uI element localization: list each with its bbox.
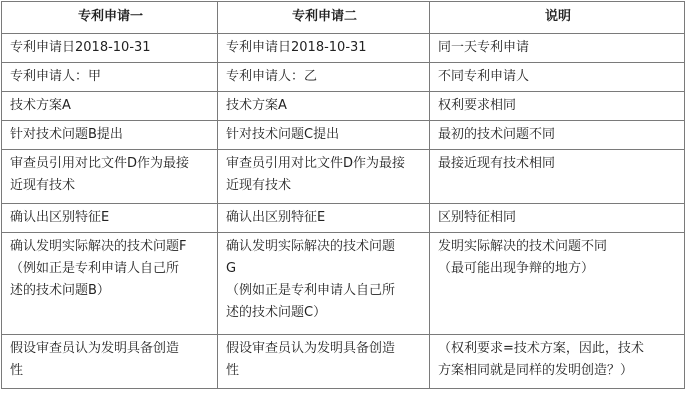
cell-text: 区别特征相同: [438, 210, 517, 225]
cell-application-one: [2, 204, 218, 233]
cell-text: 针对技术问题C提出: [226, 127, 340, 142]
cell-text: 确认发明实际解决的技术问题F: [10, 239, 187, 254]
cell-text: 确认出区别特征E: [10, 210, 110, 225]
header-application-two: 专利申请二: [218, 2, 430, 34]
cell-text: 性: [226, 363, 240, 378]
cell-text: （最可能出现争辩的地方）: [438, 261, 595, 276]
cell-application-two: [218, 233, 430, 335]
cell-text: （例如正是专利申请人自己所: [10, 261, 180, 276]
cell-application-two: [218, 121, 430, 150]
table-row: [2, 34, 685, 63]
cell-text: 确认发明实际解决的技术问题: [226, 239, 396, 254]
cell-text: 近现有技术: [10, 178, 76, 193]
cell-application-one: [2, 335, 218, 389]
cell-text: 最接近现有技术相同: [438, 156, 556, 171]
cell-application-one: [2, 150, 218, 204]
cell-application-one: [2, 92, 218, 121]
cell-text: 发明实际解决的技术问题不同: [438, 239, 608, 254]
cell-text: 述的技术问题C）: [226, 305, 327, 320]
cell-application-two: [218, 335, 430, 389]
cell-text: 针对技术问题B提出: [10, 127, 123, 142]
cell-text: 专利申请人：乙: [226, 69, 318, 84]
cell-application-one: [2, 63, 218, 92]
cell-application-one: [2, 233, 218, 335]
header-explanation: 说明: [430, 2, 685, 34]
cell-text: 审查员引用对比文件D作为最接: [226, 156, 406, 171]
cell-explanation: [430, 63, 685, 92]
cell-text: 近现有技术: [226, 178, 292, 193]
cell-text: 审查员引用对比文件D作为最接: [10, 156, 190, 171]
cell-text: 权利要求相同: [438, 98, 517, 113]
table-row: [2, 233, 685, 335]
cell-text: 专利申请人：甲: [10, 69, 102, 84]
comparison-table: [1, 1, 685, 389]
cell-text: G: [226, 261, 237, 276]
cell-text: 假设审查员认为发明具备创造: [10, 341, 180, 356]
header-row: [2, 2, 685, 34]
cell-text: 假设审查员认为发明具备创造: [226, 341, 396, 356]
table-row: [2, 63, 685, 92]
cell-text: 技术方案A: [226, 98, 287, 113]
table-row: [2, 150, 685, 204]
cell-text: 不同专利申请人: [438, 69, 530, 84]
table-row: [2, 335, 685, 389]
cell-text: 确认出区别特征E: [226, 210, 326, 225]
cell-application-two: [218, 34, 430, 63]
cell-text: （权利要求=技术方案，因此，技术: [438, 341, 644, 356]
cell-application-one: [2, 34, 218, 63]
cell-application-two: [218, 204, 430, 233]
cell-explanation: [430, 335, 685, 389]
cell-text: 述的技术问题B）: [10, 283, 110, 298]
cell-text: （例如正是专利申请人自己所: [226, 283, 396, 298]
cell-text: 最初的技术问题不同: [438, 127, 556, 142]
cell-explanation: [430, 121, 685, 150]
cell-text: 同一天专利申请: [438, 40, 530, 55]
cell-text: 专利申请日2018-10-31: [10, 40, 151, 55]
header-application-one: 专利申请一: [2, 2, 218, 34]
cell-application-two: [218, 63, 430, 92]
cell-text: 专利申请日2018-10-31: [226, 40, 367, 55]
cell-explanation: [430, 150, 685, 204]
cell-explanation: [430, 92, 685, 121]
cell-application-two: [218, 150, 430, 204]
table-row: [2, 204, 685, 233]
cell-explanation: [430, 204, 685, 233]
table-row: [2, 121, 685, 150]
cell-text: 技术方案A: [10, 98, 71, 113]
cell-application-one: [2, 121, 218, 150]
cell-explanation: [430, 233, 685, 335]
table-row: [2, 92, 685, 121]
cell-application-two: [218, 92, 430, 121]
cell-text: 方案相同就是同样的发明创造？）: [438, 363, 634, 378]
cell-explanation: [430, 34, 685, 63]
cell-text: 性: [10, 363, 24, 378]
